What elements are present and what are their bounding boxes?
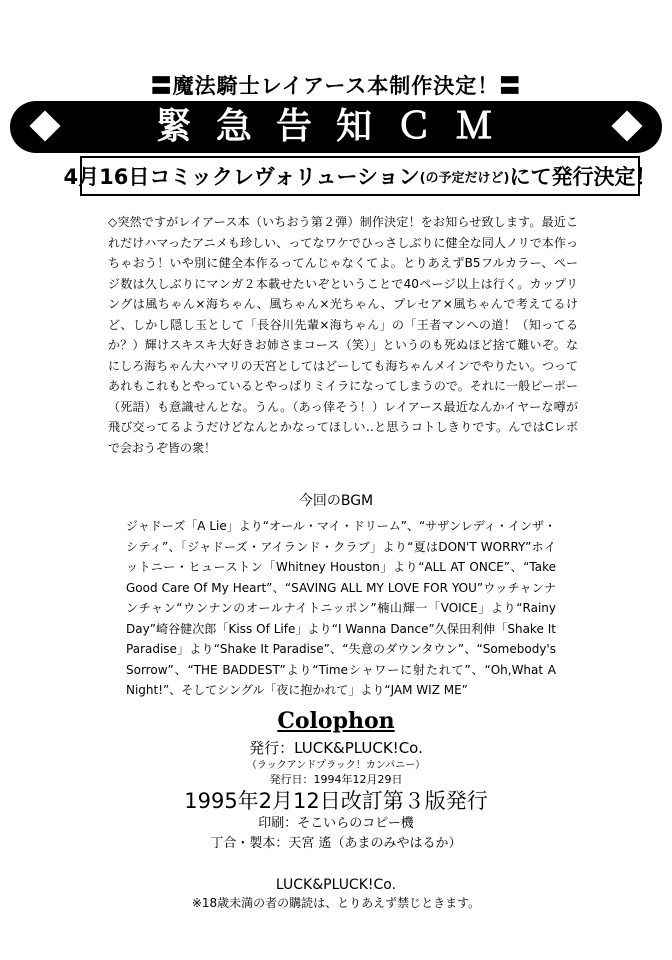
release-tail: にて発行決定！ — [509, 165, 657, 189]
footer-circle-name: LUCK&PLUCK!Co. — [275, 877, 397, 893]
printing-info: 印刷：そこいらのコピー機 — [258, 816, 414, 831]
colophon-title: Colophon — [277, 708, 395, 734]
binding-info: 丁合・製本：天宮 遙（あまのみやはるか） — [210, 836, 462, 851]
release-announcement-box — [63, 156, 657, 196]
cm-title: 緊急告知ＣＭ — [155, 106, 516, 147]
bgm-list: ジャドーズ「A Lie」より“オール・マイ・ドリーム”、“サザンレディ・インザ・シティ”、「ジャドーズ・アイランド・クラブ」より“夏はDON'T WORRY”ホイットニー・ヒューストン「Whitney Houston」より“ALL AT ONCE”、“Take Good Care Of My Heart”、“SAVING ALL MY LOVE FOR YOU”ウッチャンナンチャン“ウンナンのオールナイトニッポン”楠山輝一「VOICE」より“Rainy Day”崎谷健次郎「Kiss Of Life」より“I Wanna Dance”久保田利伸「Shake It Paradise」より“Shake It Paradise”、“失意のダウンタウン”、“Somebody's Sorrow”、“THE BADDEST”より“Timeシャワーに射たれて”、“Oh,What A Night!”、そしてシングル「夜に抱かれて」より“JAM WIZ ME” — [126, 519, 556, 697]
release-main: 4月16日コミックレヴォリューション — [63, 165, 420, 189]
issue-date: 発行日：1994年12月29日 — [269, 773, 403, 786]
publisher: 発行：LUCK&PLUCK!Co. — [249, 739, 423, 757]
announcement-text: ◇突然ですがレイアース本（いちおう第２弾）制作決定！をお知らせ致します。最近これだけハマったアニメも珍しい、ってなワケでひっさしぶりに健全な同人ノリで本作っちゃおう！いや別に健全本作るってんじゃなくてよ。とりあえずB5フルカラー、ページ数は久しぶりにマンガ２本載せたいぞということで40ページ以上は行く。カップリングは風ちゃん×海ちゃん、風ちゃん×光ちゃん、プレセア×風ちゃんで考えてるけど、しかし隠し玉として「長谷川先輩×海ちゃん」の「王者マンへの道！（知ってるか？）輝けスキスキ大好きお姉さまコース（笑）」というのも死ぬほど捨て難いぞ。なにしろ海ちゃん大ハマリの天宮としてはどーしても海ちゃんメインでやりたい。つってあれもこれもとやっているとやっぱりミイラになってしまうので。それに一般ピーポー（死語）も意識せんとな。うん。（あっ倖そう！）レイアース最近なんかイヤーな噂が飛び交ってるようだけどなんとかなってほしい‥と思うコトしきりです。んではCレボで会おうぞ皆の衆！ — [108, 215, 578, 455]
top-heading: 〓魔法騎士レイアース本制作決定！〓 — [150, 74, 522, 98]
publisher-reading: （ラックアンドプラック！カンパニー） — [246, 760, 426, 771]
age-notice: ※18歳未満の者の購読は、とりあえず禁じときます。 — [191, 896, 481, 910]
cm-banner — [10, 101, 662, 153]
revision-date: 1995年2月12日改訂第３版発行 — [184, 789, 488, 813]
release-note: (の予定だけど) — [419, 170, 510, 186]
bgm-title: 今回のBGM — [298, 493, 374, 509]
